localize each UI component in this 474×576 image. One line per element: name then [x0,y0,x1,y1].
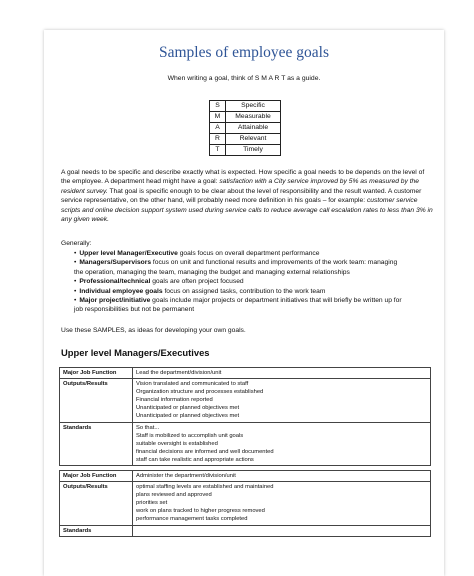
smart-intro: When writing a goal, think of S M A R T as a guide. [167,75,321,82]
row-line: staff can take realistic and appropriate actions [136,456,254,463]
row-line: financial decisions are informed and well documented [136,448,274,455]
list-item-bold: Professional/technical [79,278,151,286]
row-line: Unanticipated or planned objectives met [136,413,240,420]
table-row [60,368,431,379]
smart-letter: R [210,134,226,145]
smart-letter: M [210,112,226,123]
list-item-bold: Managers/Supervisors [79,259,152,267]
list-item-text: the operation, managing the team, managing the budget and managing external relationships [74,268,350,276]
job-function-table [59,470,431,537]
list-item [74,249,429,258]
list-item [74,296,429,305]
para-text: A goal needs to be specific and describe exactly what is expected. How specific a goal needs to be depends on the level of the employee. A department head might have a goal: [61,169,425,186]
row-line: So that... [136,424,160,431]
smart-word: Timely [226,145,281,156]
row-key: Major Job Function [60,471,133,482]
smart-letter: A [210,123,226,134]
row-key: Standards [60,422,133,465]
para-text: That goal is specific enough to be clear about the level of responsibility and the result wanted. A customer service representative, on the other hand, will probably need more definition in his goals – for example: [61,187,422,205]
list-item [74,258,429,267]
goal-explanation-paragraph [61,168,433,224]
row-values [133,482,431,525]
para-example: customer service scripts and online decision support system used during service calls to reduce average call escalation rates to less than 3% in any given week. [61,197,433,224]
row-key: Standards [60,525,133,536]
row-line: Administer the department/division/unit [136,473,236,479]
list-item-bold: Individual employee goals [79,287,163,295]
smart-row [210,112,281,123]
row-values [133,379,431,422]
row-key: Outputs/Results [60,482,133,525]
list-item-text: focus on assigned tasks, contribution to the work team [162,287,326,295]
row-values [133,368,431,379]
list-item [74,287,429,296]
smart-word: Attainable [226,123,281,134]
row-values [133,525,431,536]
list-item-continuation [74,268,429,277]
generally-label: Generally: [61,240,92,247]
smart-row [210,134,281,145]
smart-word: Relevant [226,134,281,145]
row-line: suitable oversight is established [136,440,218,447]
list-item-text: goals are often project focused [150,278,244,286]
row-line: Staff is mobilized to accomplish unit goals [136,432,244,439]
smart-row [210,145,281,156]
table-row [60,525,431,536]
table-row [60,379,431,422]
table-row [60,471,431,482]
row-line: Lead the department/division/unit [136,370,222,376]
document-page [44,30,444,576]
row-line: optimal staffing levels are established and maintained [136,484,274,491]
smart-letter: T [210,145,226,156]
smart-word: Measurable [226,112,281,123]
section-heading: Upper level Managers/Executives [61,347,210,358]
list-item-bold: Upper level Manager/Executive [79,250,178,257]
row-line: Financial information reported [136,397,213,404]
row-line: priorities set [136,500,168,507]
row-values [133,471,431,482]
list-item-text: goals include major projects or department initiatives that will briefly be written up for [150,297,402,305]
row-line: work on plans tracked to higher progress removed [136,508,265,515]
row-key: Major Job Function [60,368,133,379]
list-item-text: job responsibilities but not be permanent [74,306,195,314]
use-samples-note: Use these SAMPLES, as ideas for developing your own goals. [61,327,246,334]
smart-table [209,100,281,156]
table-row [60,482,431,525]
row-line: plans reviewed and approved [136,492,212,499]
row-values [133,422,431,465]
row-line: Organization structure and processes established [136,389,264,396]
para-example: satisfaction with a City service improved by 5% as measured by the resident survey. [61,178,419,195]
document-title: Samples of employee goals [158,44,330,61]
list-item-bold: Major project/initiative [79,297,151,305]
row-key: Outputs/Results [60,379,133,422]
goal-level-list [74,249,429,315]
smart-letter: S [210,101,226,112]
list-item-text: focus on unit and functional results and improvements of the work team: managing [151,259,398,267]
smart-row [210,123,281,134]
list-item [74,277,429,286]
list-item-text: goals focus on overall department performance [177,250,320,257]
job-function-table [59,367,431,466]
smart-row [210,101,281,112]
smart-word: Specific [226,101,281,112]
row-line: Vision translated and communicated to staff [136,381,249,388]
row-line: performance management tasks completed [136,516,248,523]
row-line: Unanticipated or planned objectives met [136,405,240,412]
table-row [60,422,431,465]
list-item-continuation [74,305,429,314]
